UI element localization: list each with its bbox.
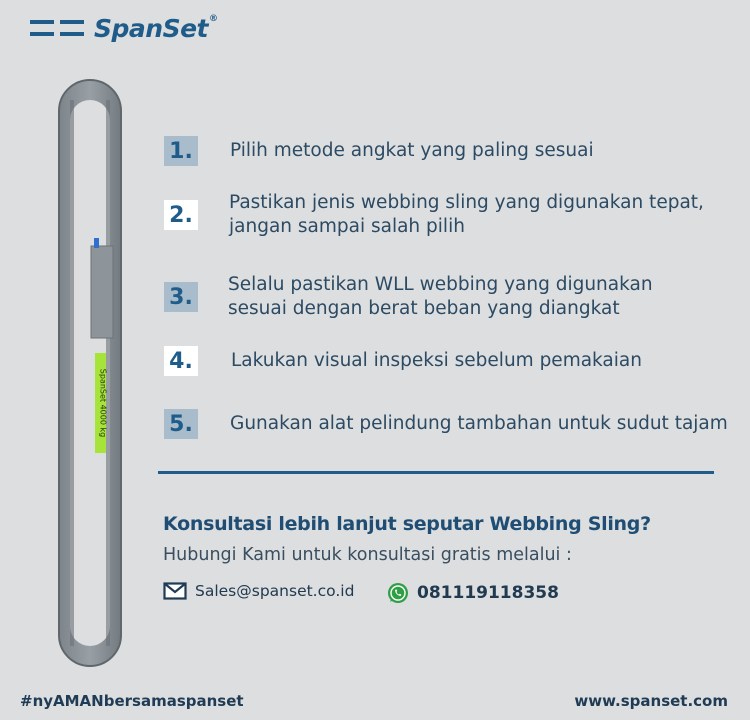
step-number: 5. (164, 409, 198, 439)
whatsapp-contact[interactable] (387, 582, 559, 604)
website-link[interactable]: www.spanset.com (574, 692, 728, 710)
email-contact[interactable] (163, 582, 354, 600)
consult-subtitle: Hubungi Kami untuk konsultasi gratis melalui : (163, 545, 572, 565)
step-4 (164, 346, 642, 376)
step-1 (164, 136, 594, 166)
step-text: Pastikan jenis webbing sling yang digunakan tepat, jangan sampai salah pilih (229, 192, 704, 237)
sling-blue-tag (94, 238, 99, 248)
mail-icon (163, 582, 187, 600)
step-text: Gunakan alat pelindung tambahan untuk sudut tajam (230, 413, 728, 434)
step-number: 1. (164, 136, 198, 166)
hashtag: #nyAMANbersamaspanset (20, 692, 244, 710)
consult-title: Konsultasi lebih lanjut seputar Webbing Sling? (163, 513, 651, 535)
step-text: Pilih metode angkat yang paling sesuai (230, 140, 594, 161)
sling-label-text: SpanSet 4000 kg (98, 368, 108, 438)
step-2 (164, 191, 704, 239)
step-3 (164, 273, 653, 321)
step-number: 2. (164, 200, 198, 230)
spanset-logo (30, 12, 217, 44)
step-number: 3. (164, 282, 198, 312)
step-5 (164, 409, 728, 439)
sling-sleeve (91, 246, 113, 338)
logo-mark-icon (30, 15, 92, 41)
email-link[interactable]: Sales@spanset.co.id (195, 582, 355, 600)
step-number: 4. (164, 346, 198, 376)
phone-number[interactable]: 081119118358 (417, 583, 559, 603)
logo-text: SpanSet® (94, 13, 218, 43)
step-text: Lakukan visual inspeksi sebelum pemakaian (231, 350, 642, 371)
divider (158, 471, 714, 474)
webbing-sling-illustration (55, 78, 125, 668)
whatsapp-icon (387, 582, 409, 604)
step-text: Selalu pastikan WLL webbing yang digunakan sesuai dengan berat beban yang diangkat (228, 274, 653, 319)
